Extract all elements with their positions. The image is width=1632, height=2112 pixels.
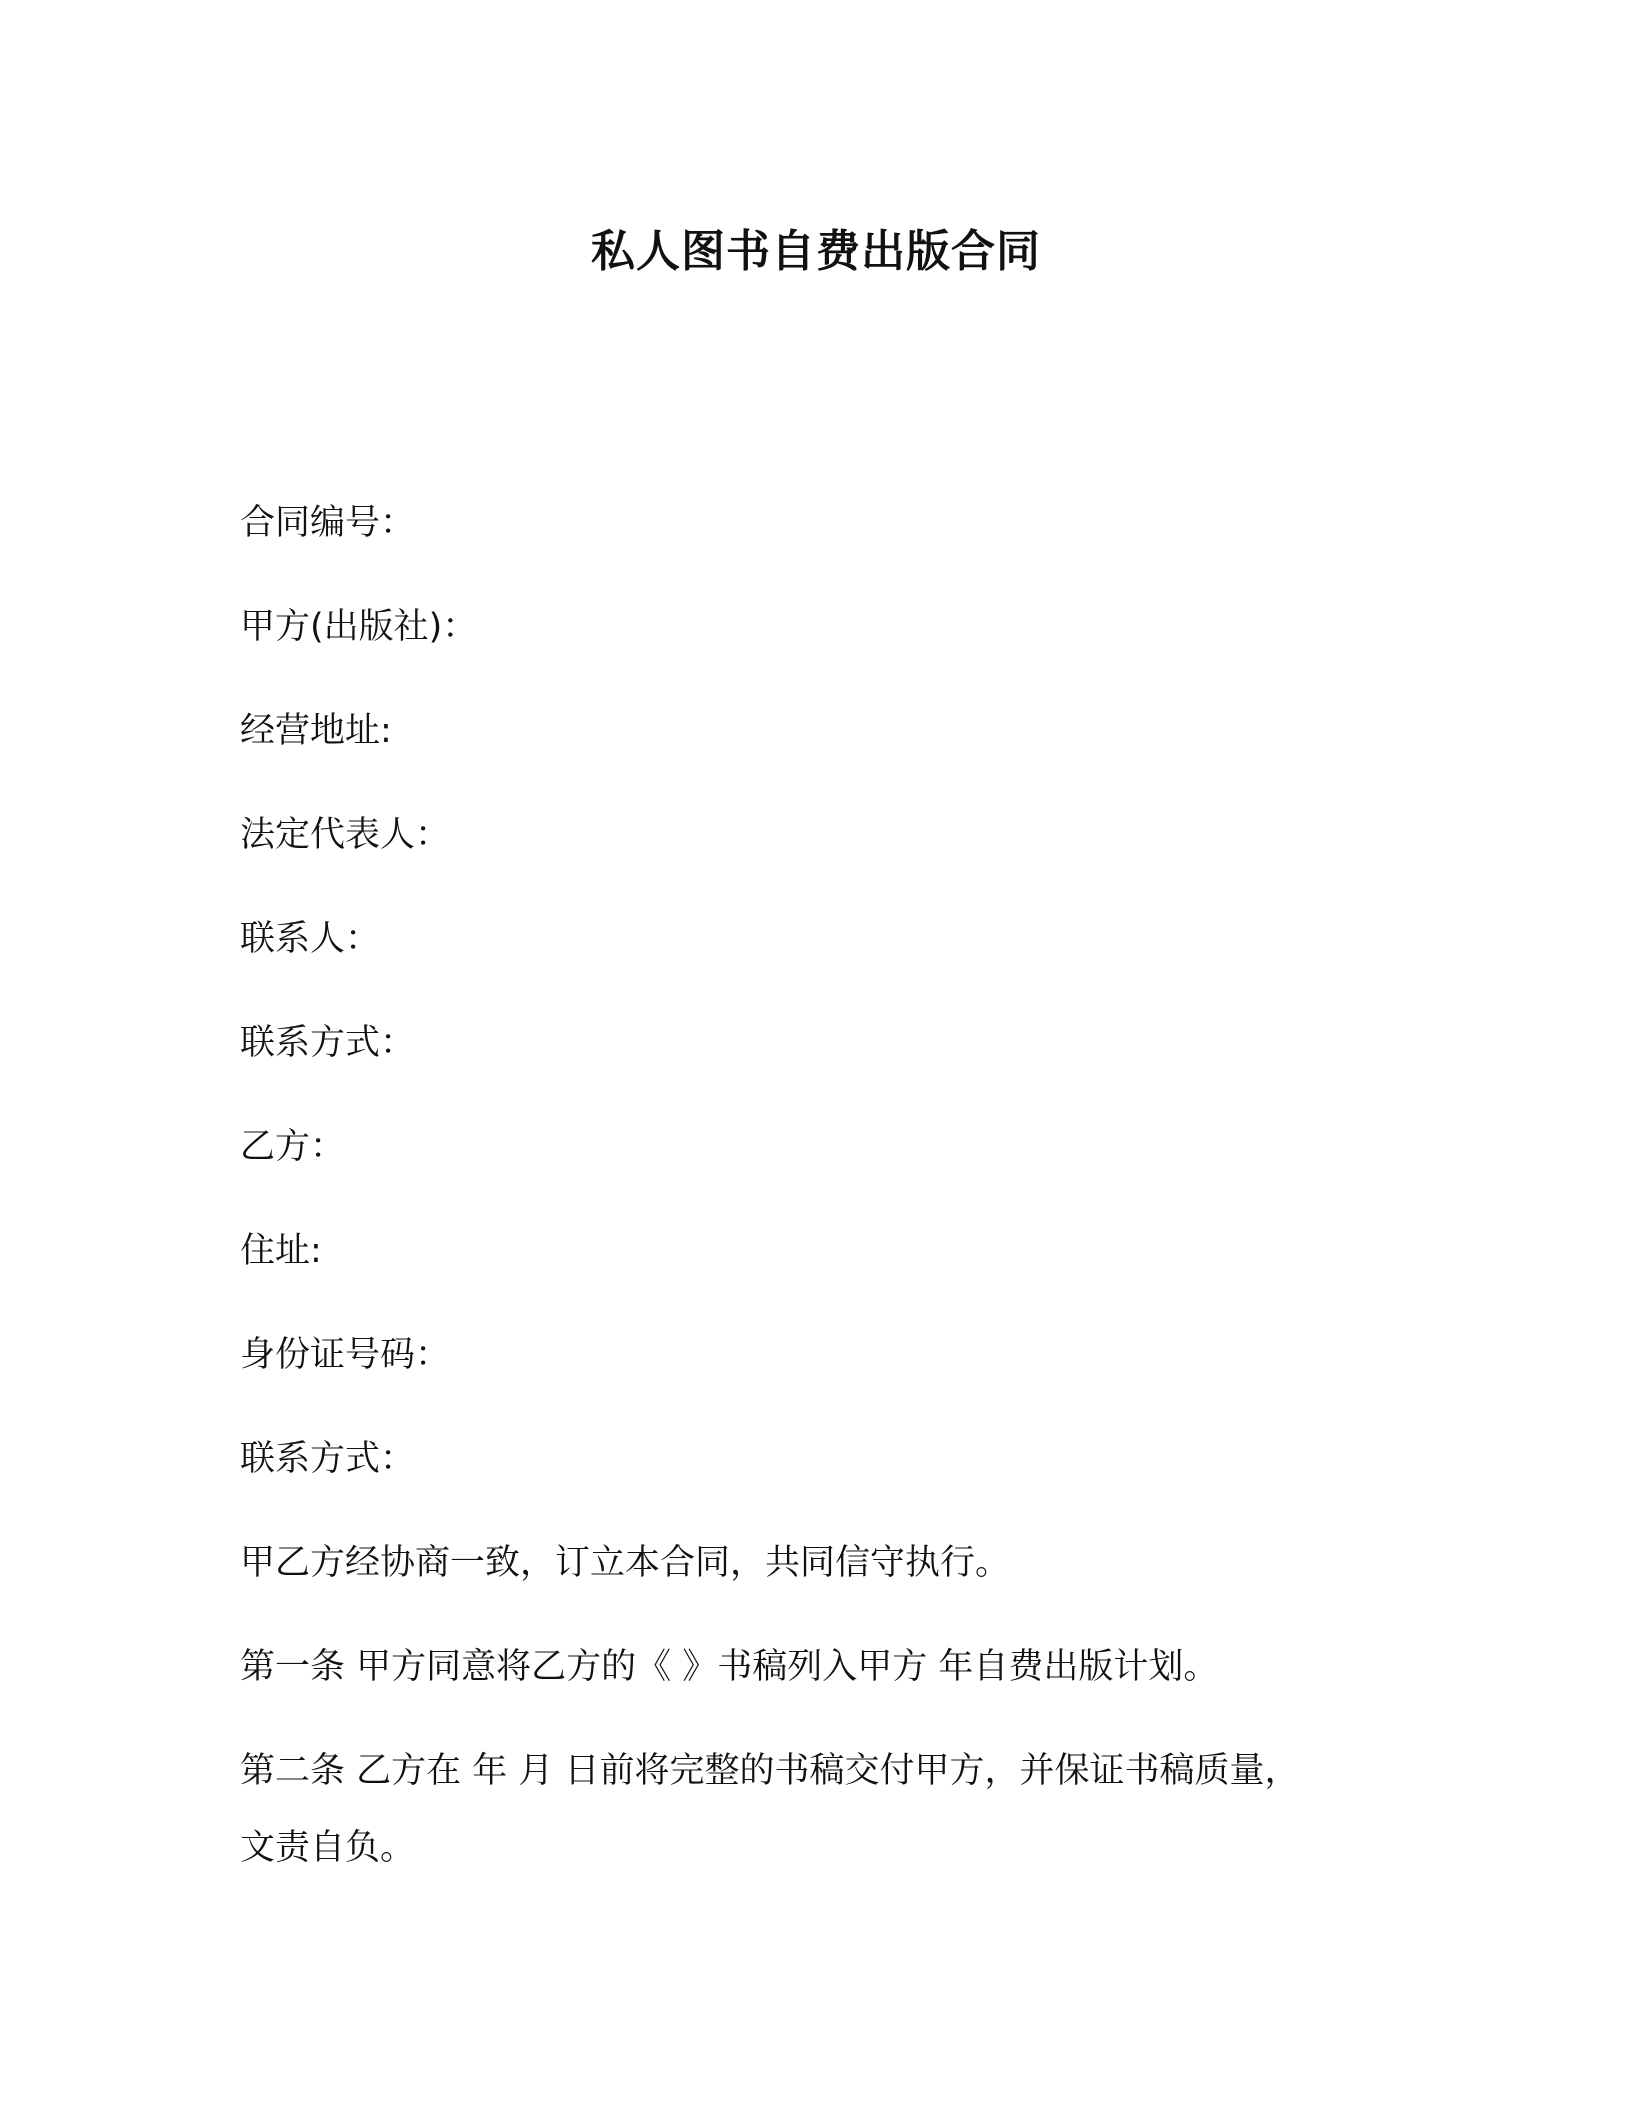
field-party-a-publisher: 甲方(出版社)：: [240, 607, 478, 647]
paragraph-article-1: 第一条 甲方同意将乙方的《 》书稿列入甲方 年自费出版计划。: [240, 1647, 1219, 1687]
field-residence-address: 住址:: [240, 1231, 322, 1271]
field-contact-person: 联系人：: [240, 919, 381, 959]
field-party-a-contact-info: 联系方式：: [240, 1023, 416, 1063]
field-contract-number: 合同编号：: [240, 503, 416, 543]
document-title: 私人图书自费出版合同: [591, 226, 1041, 277]
field-party-b-contact-info: 联系方式：: [240, 1439, 416, 1479]
field-legal-representative: 法定代表人：: [240, 815, 451, 855]
field-id-number: 身份证号码：: [240, 1335, 451, 1375]
paragraph-article-2-line1: 第二条 乙方在 年 月 日前将完整的书稿交付甲方，并保证书稿质量，: [240, 1751, 1300, 1791]
paragraph-article-2-line2: 文责自负。: [240, 1828, 416, 1868]
field-party-b: 乙方：: [240, 1127, 346, 1167]
field-business-address: 经营地址:: [240, 711, 392, 751]
paragraph-intro: 甲乙方经协商一致，订立本合同，共同信守执行。: [240, 1543, 1011, 1583]
